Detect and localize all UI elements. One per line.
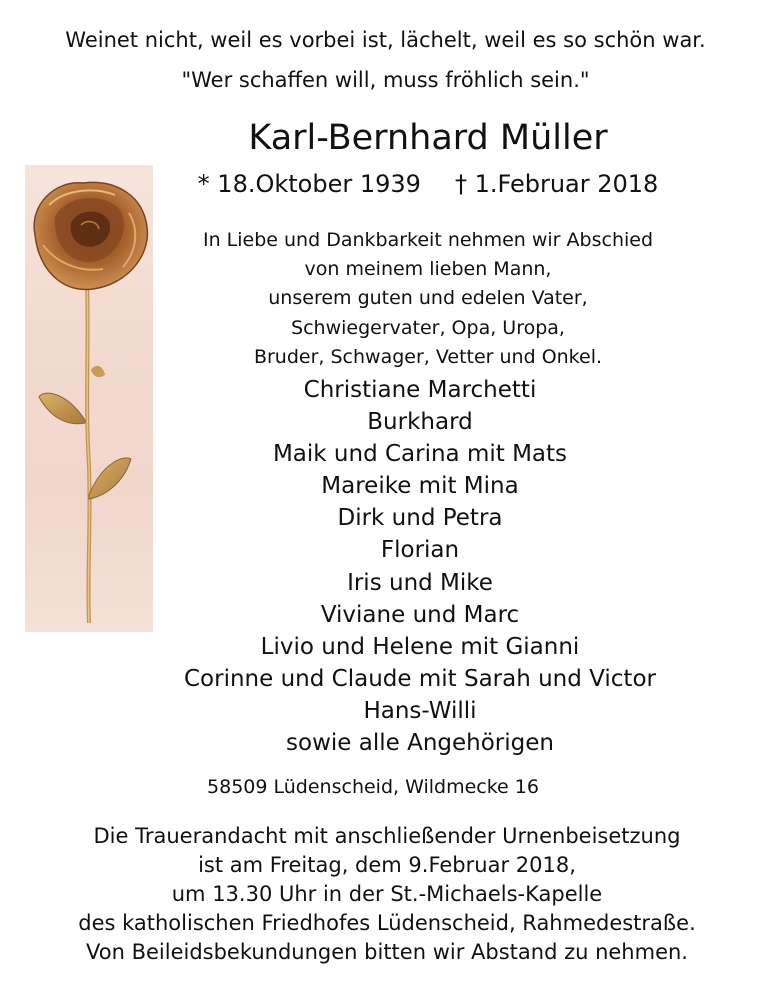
mourner-entry: Maik und Carina mit Mats [272, 441, 568, 468]
service-line: des katholischen Friedhofes Lüdenscheid, Rahmedestraße. [78, 911, 696, 935]
deceased-name: Karl-Bernhard Müller [248, 118, 608, 158]
mourner-entry: Hans-Willi [363, 697, 477, 724]
service-line: Die Trauerandacht mit anschließender Urnenbeisetzung [93, 824, 681, 848]
rose-icon [25, 165, 153, 632]
mourner-entry: Corinne und Claude mit Sarah und Victor [184, 665, 656, 692]
mourner-entry: Mareike mit Mina [321, 473, 519, 500]
mourner-entry: Dirk und Petra [337, 505, 503, 532]
farewell-line: In Liebe und Dankbarkeit nehmen wir Abschied [202, 229, 654, 251]
address: 58509 Lüdenscheid, Wildmecke 16 [207, 776, 539, 798]
mourner-entry: Burkhard [367, 409, 473, 436]
farewell-line: unserem guten und edelen Vater, [268, 287, 588, 310]
mourner-entry: Livio und Helene mit Gianni [260, 633, 580, 660]
mourner-entry: Christiane Marchetti [303, 377, 537, 403]
mourner-entry: sowie alle Angehörigen [286, 730, 554, 757]
mourner-entry: Iris und Mike [347, 569, 493, 596]
death-date: † 1.Februar 2018 [454, 170, 659, 198]
service-line: um 13.30 Uhr in der St.-Michaels-Kapelle [171, 882, 603, 906]
farewell-line: Bruder, Schwager, Vetter und Onkel. [253, 345, 603, 368]
motto-line-1: Weinet nicht, weil es vorbei ist, lächelt, weil es so schön war. [65, 28, 706, 52]
farewell-line: von meinem lieben Mann, [304, 258, 552, 281]
birth-date: * 18.Oktober 1939 [197, 170, 421, 198]
mourners-list [100, 374, 740, 759]
service-line: Von Beileidsbekundungen bitten wir Abstand zu nehmen. [86, 940, 688, 964]
mourner-entry: Florian [380, 537, 460, 564]
service-info [25, 822, 749, 967]
farewell-text [100, 226, 756, 372]
rose-image [25, 165, 153, 632]
service-line: ist am Freitag, dem 9.Februar 2018, [198, 853, 576, 877]
farewell-line: Schwiegervater, Opa, Uropa, [291, 316, 565, 339]
motto-line-2: "Wer schaffen will, muss fröhlich sein." [181, 68, 590, 92]
mourner-entry: Viviane und Marc [320, 601, 520, 628]
life-dates [120, 170, 736, 198]
